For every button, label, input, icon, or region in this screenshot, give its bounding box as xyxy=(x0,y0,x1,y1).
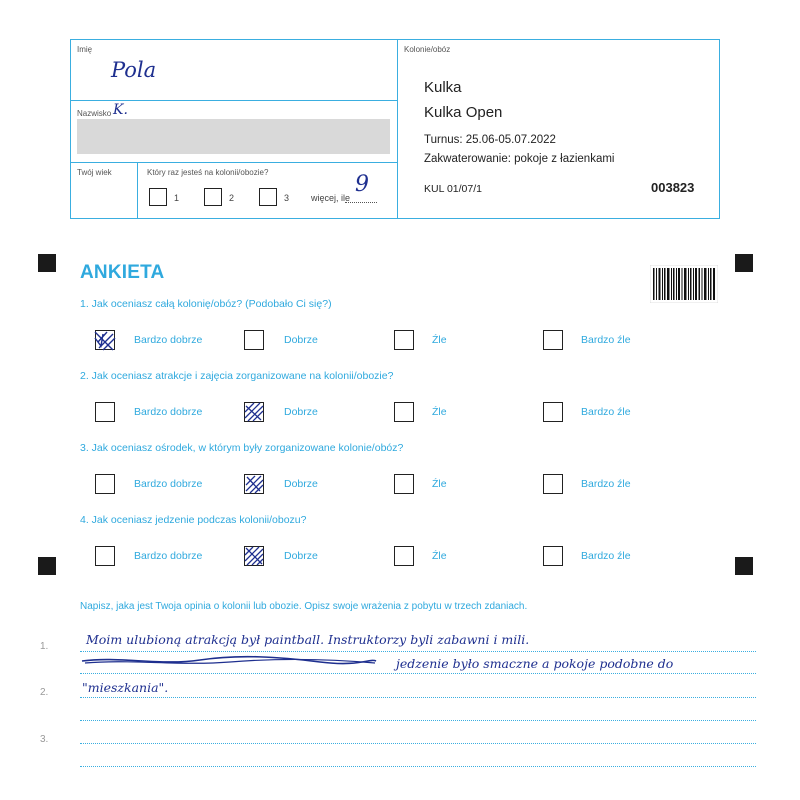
turnus: Turnus: 25.06-05.07.2022 xyxy=(424,134,556,146)
q4-checkbox-bardzo-zle[interactable] xyxy=(543,546,563,566)
nazwisko-redaction xyxy=(77,119,390,154)
line-number-1: 1. xyxy=(40,641,49,652)
question-1-text: 1. Jak oceniasz całą kolonię/obóz? (Podobało Ci się?) xyxy=(80,298,332,310)
q3-checkbox-bardzo-dobrze[interactable] xyxy=(95,474,115,494)
wiecej-label: więcej, ile xyxy=(311,193,351,203)
q2-label-bardzo-dobrze: Bardzo dobrze xyxy=(134,406,203,418)
q4-label-zle: Źle xyxy=(432,550,447,562)
nazwisko-value[interactable]: K. xyxy=(113,102,128,118)
q1-checkbox-bardzo-dobrze[interactable] xyxy=(95,330,115,350)
opinion-line-1[interactable] xyxy=(80,651,756,652)
q4-label-bardzo-dobrze: Bardzo dobrze xyxy=(134,550,203,562)
strikethrough-scribble-icon xyxy=(80,654,378,668)
question-4-text: 4. Jak oceniasz jedzenie podczas kolonii/obozu? xyxy=(80,514,307,526)
q3-label-bardzo-zle: Bardzo źle xyxy=(581,478,631,490)
ktory-raz-label: Który raz jesteś na kolonii/obozie? xyxy=(147,168,269,177)
q1-label-dobrze: Dobrze xyxy=(284,334,318,346)
header-divider-age xyxy=(137,162,138,218)
q1-label-bardzo-dobrze: Bardzo dobrze xyxy=(134,334,203,346)
q1-checkbox-zle[interactable] xyxy=(394,330,414,350)
q4-label-dobrze: Dobrze xyxy=(284,550,318,562)
ktory-raz-checkbox-2[interactable] xyxy=(204,188,222,206)
q2-checkbox-zle[interactable] xyxy=(394,402,414,422)
opinion-line-1b[interactable] xyxy=(80,673,756,674)
question-2-text: 2. Jak oceniasz atrakcje i zajęcia zorganizowane na kolonii/obozie? xyxy=(80,370,394,382)
question-3-text: 3. Jak oceniasz ośrodek, w którym były zorganizowane kolonie/obóz? xyxy=(80,442,404,454)
registration-marker-bottom-left xyxy=(38,557,56,575)
wiecej-value[interactable]: 9 xyxy=(355,172,369,197)
q4-label-bardzo-zle: Bardzo źle xyxy=(581,550,631,562)
q1-label-zle: Źle xyxy=(432,334,447,346)
ktory-raz-label-2: 2 xyxy=(229,193,235,203)
opinion-handwriting-1: Moim ulubioną atrakcją był paintball. Instruktorzy byli zabawni i mili. xyxy=(86,632,530,647)
zakwaterowanie: Zakwaterowanie: pokoje z łazienkami xyxy=(424,153,615,165)
q2-checkbox-bardzo-zle[interactable] xyxy=(543,402,563,422)
kolonie-label: Kolonie/obóz xyxy=(404,45,451,54)
camp-variant: Kulka Open xyxy=(424,104,503,121)
header-divider-2 xyxy=(71,162,397,163)
registration-marker-top-left xyxy=(38,254,56,272)
header-divider-vertical xyxy=(397,40,398,218)
q4-checkbox-bardzo-dobrze[interactable] xyxy=(95,546,115,566)
opinion-handwriting-3: "mieszkania". xyxy=(82,680,169,695)
barcode-icon xyxy=(650,265,718,303)
q2-label-bardzo-zle: Bardzo źle xyxy=(581,406,631,418)
camp-code: KUL 01/07/1 xyxy=(424,183,482,195)
q2-label-dobrze: Dobrze xyxy=(284,406,318,418)
nazwisko-label: Nazwisko xyxy=(77,109,112,118)
q3-label-bardzo-dobrze: Bardzo dobrze xyxy=(134,478,203,490)
checkmark-scribble-icon xyxy=(242,472,266,496)
imie-label: Imię xyxy=(77,45,93,54)
q1-label-bardzo-zle: Bardzo źle xyxy=(581,334,631,346)
wiek-label: Twój wiek xyxy=(77,168,112,177)
q3-label-zle: Źle xyxy=(432,478,447,490)
q2-checkbox-dobrze[interactable] xyxy=(244,402,264,422)
q3-checkbox-zle[interactable] xyxy=(394,474,414,494)
checkmark-scribble-icon xyxy=(242,544,266,568)
registration-marker-bottom-right xyxy=(735,557,753,575)
crossed-out-text xyxy=(80,661,378,664)
q1-checkbox-dobrze[interactable] xyxy=(244,330,264,350)
q3-label-dobrze: Dobrze xyxy=(284,478,318,490)
opinion-handwriting-2: jedzenie było smaczne a pokoje podobne do xyxy=(396,656,674,671)
q4-checkbox-dobrze[interactable] xyxy=(244,546,264,566)
opinion-line-2[interactable] xyxy=(80,697,756,698)
checkmark-scribble-icon xyxy=(93,328,117,352)
q3-checkbox-bardzo-zle[interactable] xyxy=(543,474,563,494)
q4-checkbox-zle[interactable] xyxy=(394,546,414,566)
imie-value[interactable]: Pola xyxy=(111,58,157,82)
q1-checkbox-bardzo-zle[interactable] xyxy=(543,330,563,350)
survey-title: ANKIETA xyxy=(80,262,165,283)
q3-checkbox-dobrze[interactable] xyxy=(244,474,264,494)
q2-label-zle: Źle xyxy=(432,406,447,418)
checkmark-scribble-icon xyxy=(242,400,266,424)
header-form xyxy=(70,39,720,219)
line-number-2: 2. xyxy=(40,687,49,698)
opinion-line-3b[interactable] xyxy=(80,766,756,767)
opinion-line-2b[interactable] xyxy=(80,720,756,721)
form-number: 003823 xyxy=(651,180,695,195)
camp-name: Kulka xyxy=(424,79,462,96)
ktory-raz-label-3: 3 xyxy=(284,193,290,203)
ktory-raz-checkbox-3[interactable] xyxy=(259,188,277,206)
ktory-raz-label-1: 1 xyxy=(174,193,180,203)
registration-marker-top-right xyxy=(735,254,753,272)
line-number-3: 3. xyxy=(40,734,49,745)
ktory-raz-checkbox-1[interactable] xyxy=(149,188,167,206)
opinion-line-3[interactable] xyxy=(80,743,756,744)
wiecej-line xyxy=(345,202,377,203)
header-divider-1 xyxy=(71,100,397,101)
q2-checkbox-bardzo-dobrze[interactable] xyxy=(95,402,115,422)
opinion-prompt: Napisz, jaka jest Twoja opinia o kolonii lub obozie. Opisz swoje wrażenia z pobytu w trzech zdaniach. xyxy=(80,601,528,612)
